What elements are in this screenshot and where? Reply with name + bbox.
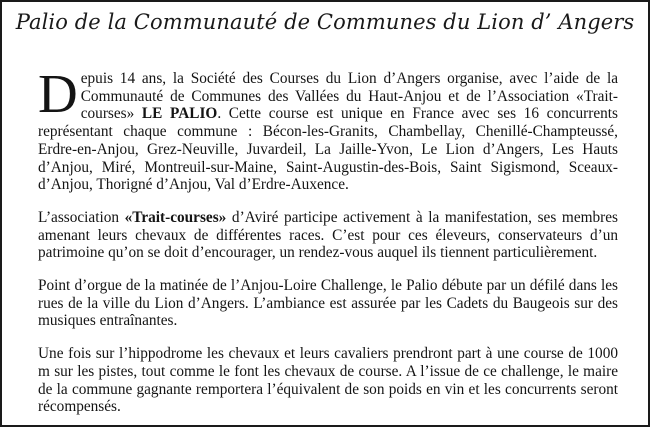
paragraph-3: Point d’orgue de la matinée de l’Anjou-Loire Challenge, le Palio débute par un défilé dans les rues de la ville du Lion d’Angers. L’ambiance est assurée par les Cadets du Baugeois sur des musiques entraînantes. [38,277,618,330]
article-title: Palio de la Communauté de Communes du Lion d’ Angers [15,10,635,34]
paragraph-1-text-start: epuis 14 ans, la Société des Courses du Lion d’Angers organise, avec l’aide de la Communauté de Communes des Vallées du Haut-Anjou et de l’Association «Trait-courses» [80,70,618,123]
palio-bold-text: LE PALIO [141,105,218,123]
article-body [38,63,618,427]
paragraph-1-text-end: . Cette course est unique en France avec ses 16 concurrents représentant chaque commune : Bécon-les-Granits, Chambellay, Chenillé-Champteussé, Erdre-en-Anjou, Grez-Neuville, Juvardeil, La Jaille-Yvon, Le Lion d’Angers, Les Hauts d’Anjou, Miré, Montreuil-sur-Maine, Saint-Augustin-des-Bois, Saint Sigismond, Sceaux-d’Anjou, Thorigné d’Anjou, Val d’Erdre-Auxence. [38,105,618,194]
paragraph-2-text-start: L’association [38,208,125,226]
paragraph-4: Une fois sur l’hippodrome les chevaux et leurs cavaliers prendront part à une course de 1000 m sur les pistes, tout comme le font les chevaux de course. A l’issue de ce challenge, le maire de la commune gagnante remportera l’équivalent de son poids en vin et les concurrents seront récompensés. [38,345,618,416]
paragraph-2 [38,209,618,262]
paragraph-1 [38,63,618,194]
trait-courses-bold-text: «Trait-courses» [124,208,227,226]
paragraph-2-text-end: d’Aviré participe activement à la manifestation, ses membres amenant leurs chevaux de différentes races. C’est pour ces éleveurs, conservateurs d’un patrimoine qu’on se doit d’encourager, un rendez-vous auquel ils tiennent particulièrement. [38,208,618,262]
drop-cap: D [38,63,78,124]
